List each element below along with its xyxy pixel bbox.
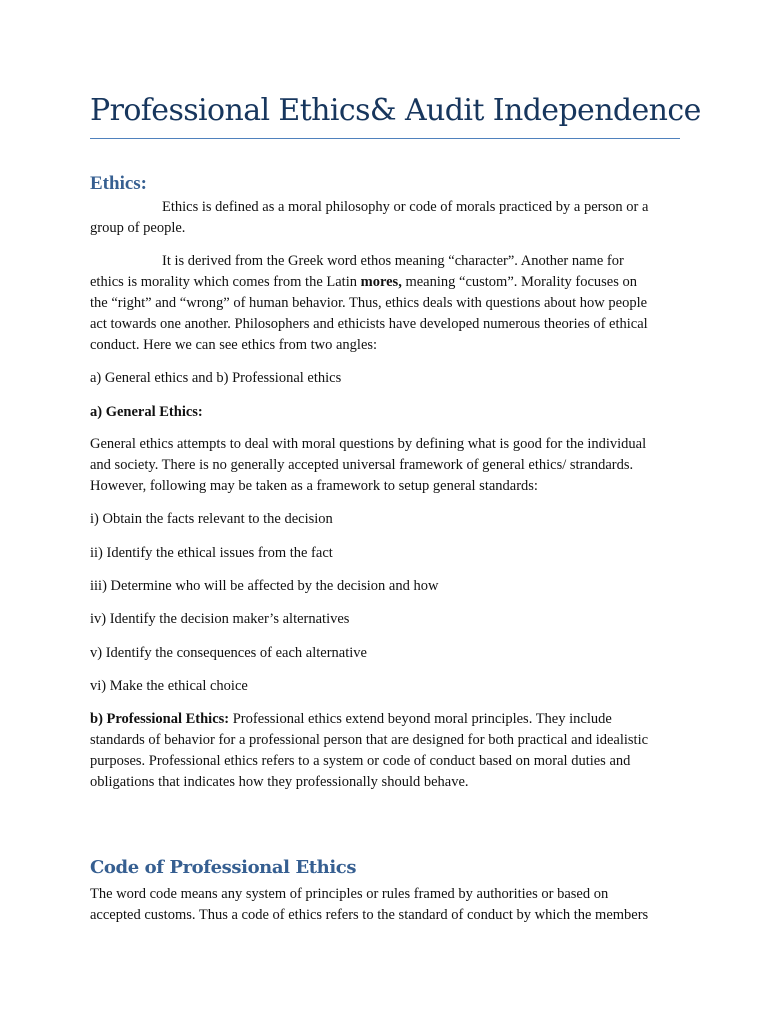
general-ethics-line-1: General ethics attempts to deal with moral questions by defining what is good for the individual (90, 436, 647, 452)
ethics-origin-line-2 (90, 272, 680, 293)
ethics-definition-line-1: Ethics is defined as a moral philosophy or code of morals practiced by a person or a (162, 199, 649, 215)
general-ethics-line-3: However, following may be taken as a framework to setup general standards: (90, 478, 538, 494)
origin-text-a: ethics is morality which comes from the Latin (90, 274, 361, 290)
professional-ethics-line-3: purposes. Professional ethics refers to a system or code of conduct based on moral duties and (90, 753, 631, 769)
ethics-heading: Ethics: (90, 173, 147, 194)
general-ethics-line-2: and society. There is no generally accepted universal framework of general ethics/ strandards. (90, 457, 634, 473)
ethics-angles: a) General ethics and b) Professional ethics (90, 370, 342, 386)
professional-ethics-line-2: standards of behavior for a professional person that are designed for both practical and idealistic (90, 732, 649, 748)
ethics-origin-line-4: act towards one another. Philosophers and ethicists have developed numerous theories of ethical (90, 316, 648, 332)
ethics-origin-line-3: the “right” and “wrong” of human behavior. Thus, ethics deals with questions about how people (90, 295, 648, 311)
professional-ethics-text: Professional ethics extend beyond moral principles. They include (229, 711, 612, 727)
step-item-6: vi) Make the ethical choice (90, 678, 248, 694)
ethics-definition-line-2: group of people. (90, 220, 186, 236)
professional-ethics-label: b) Professional Ethics: (90, 711, 230, 727)
code-of-ethics-heading: Code of Professional Ethics (90, 857, 357, 878)
general-ethics-label: a) General Ethics: (90, 404, 203, 420)
code-line-2: accepted customs. Thus a code of ethics refers to the standard of conduct by which the members (90, 907, 649, 923)
title-underline (90, 138, 680, 139)
professional-ethics-line-1 (90, 709, 680, 730)
document-title: Professional Ethics& Audit Independence (90, 93, 701, 128)
step-item-5: v) Identify the consequences of each alternative (90, 645, 367, 661)
professional-ethics-line-4: obligations that indicates how they professionally should behave. (90, 774, 469, 790)
step-item-4: iv) Identify the decision maker’s alternatives (90, 611, 350, 627)
code-line-1: The word code means any system of principles or rules framed by authorities or based on (90, 886, 609, 902)
mores-term: mores, (360, 274, 402, 290)
ethics-origin-line-1: It is derived from the Greek word ethos meaning “character”. Another name for (162, 253, 624, 269)
step-item-2: ii) Identify the ethical issues from the fact (90, 545, 333, 561)
step-item-1: i) Obtain the facts relevant to the decision (90, 511, 333, 527)
origin-text-c: meaning “custom”. Morality focuses on (401, 274, 637, 290)
general-ethics-heading (90, 402, 680, 423)
step-item-3: iii) Determine who will be affected by the decision and how (90, 578, 439, 594)
ethics-origin-line-5: conduct. Here we can see ethics from two angles: (90, 337, 378, 353)
